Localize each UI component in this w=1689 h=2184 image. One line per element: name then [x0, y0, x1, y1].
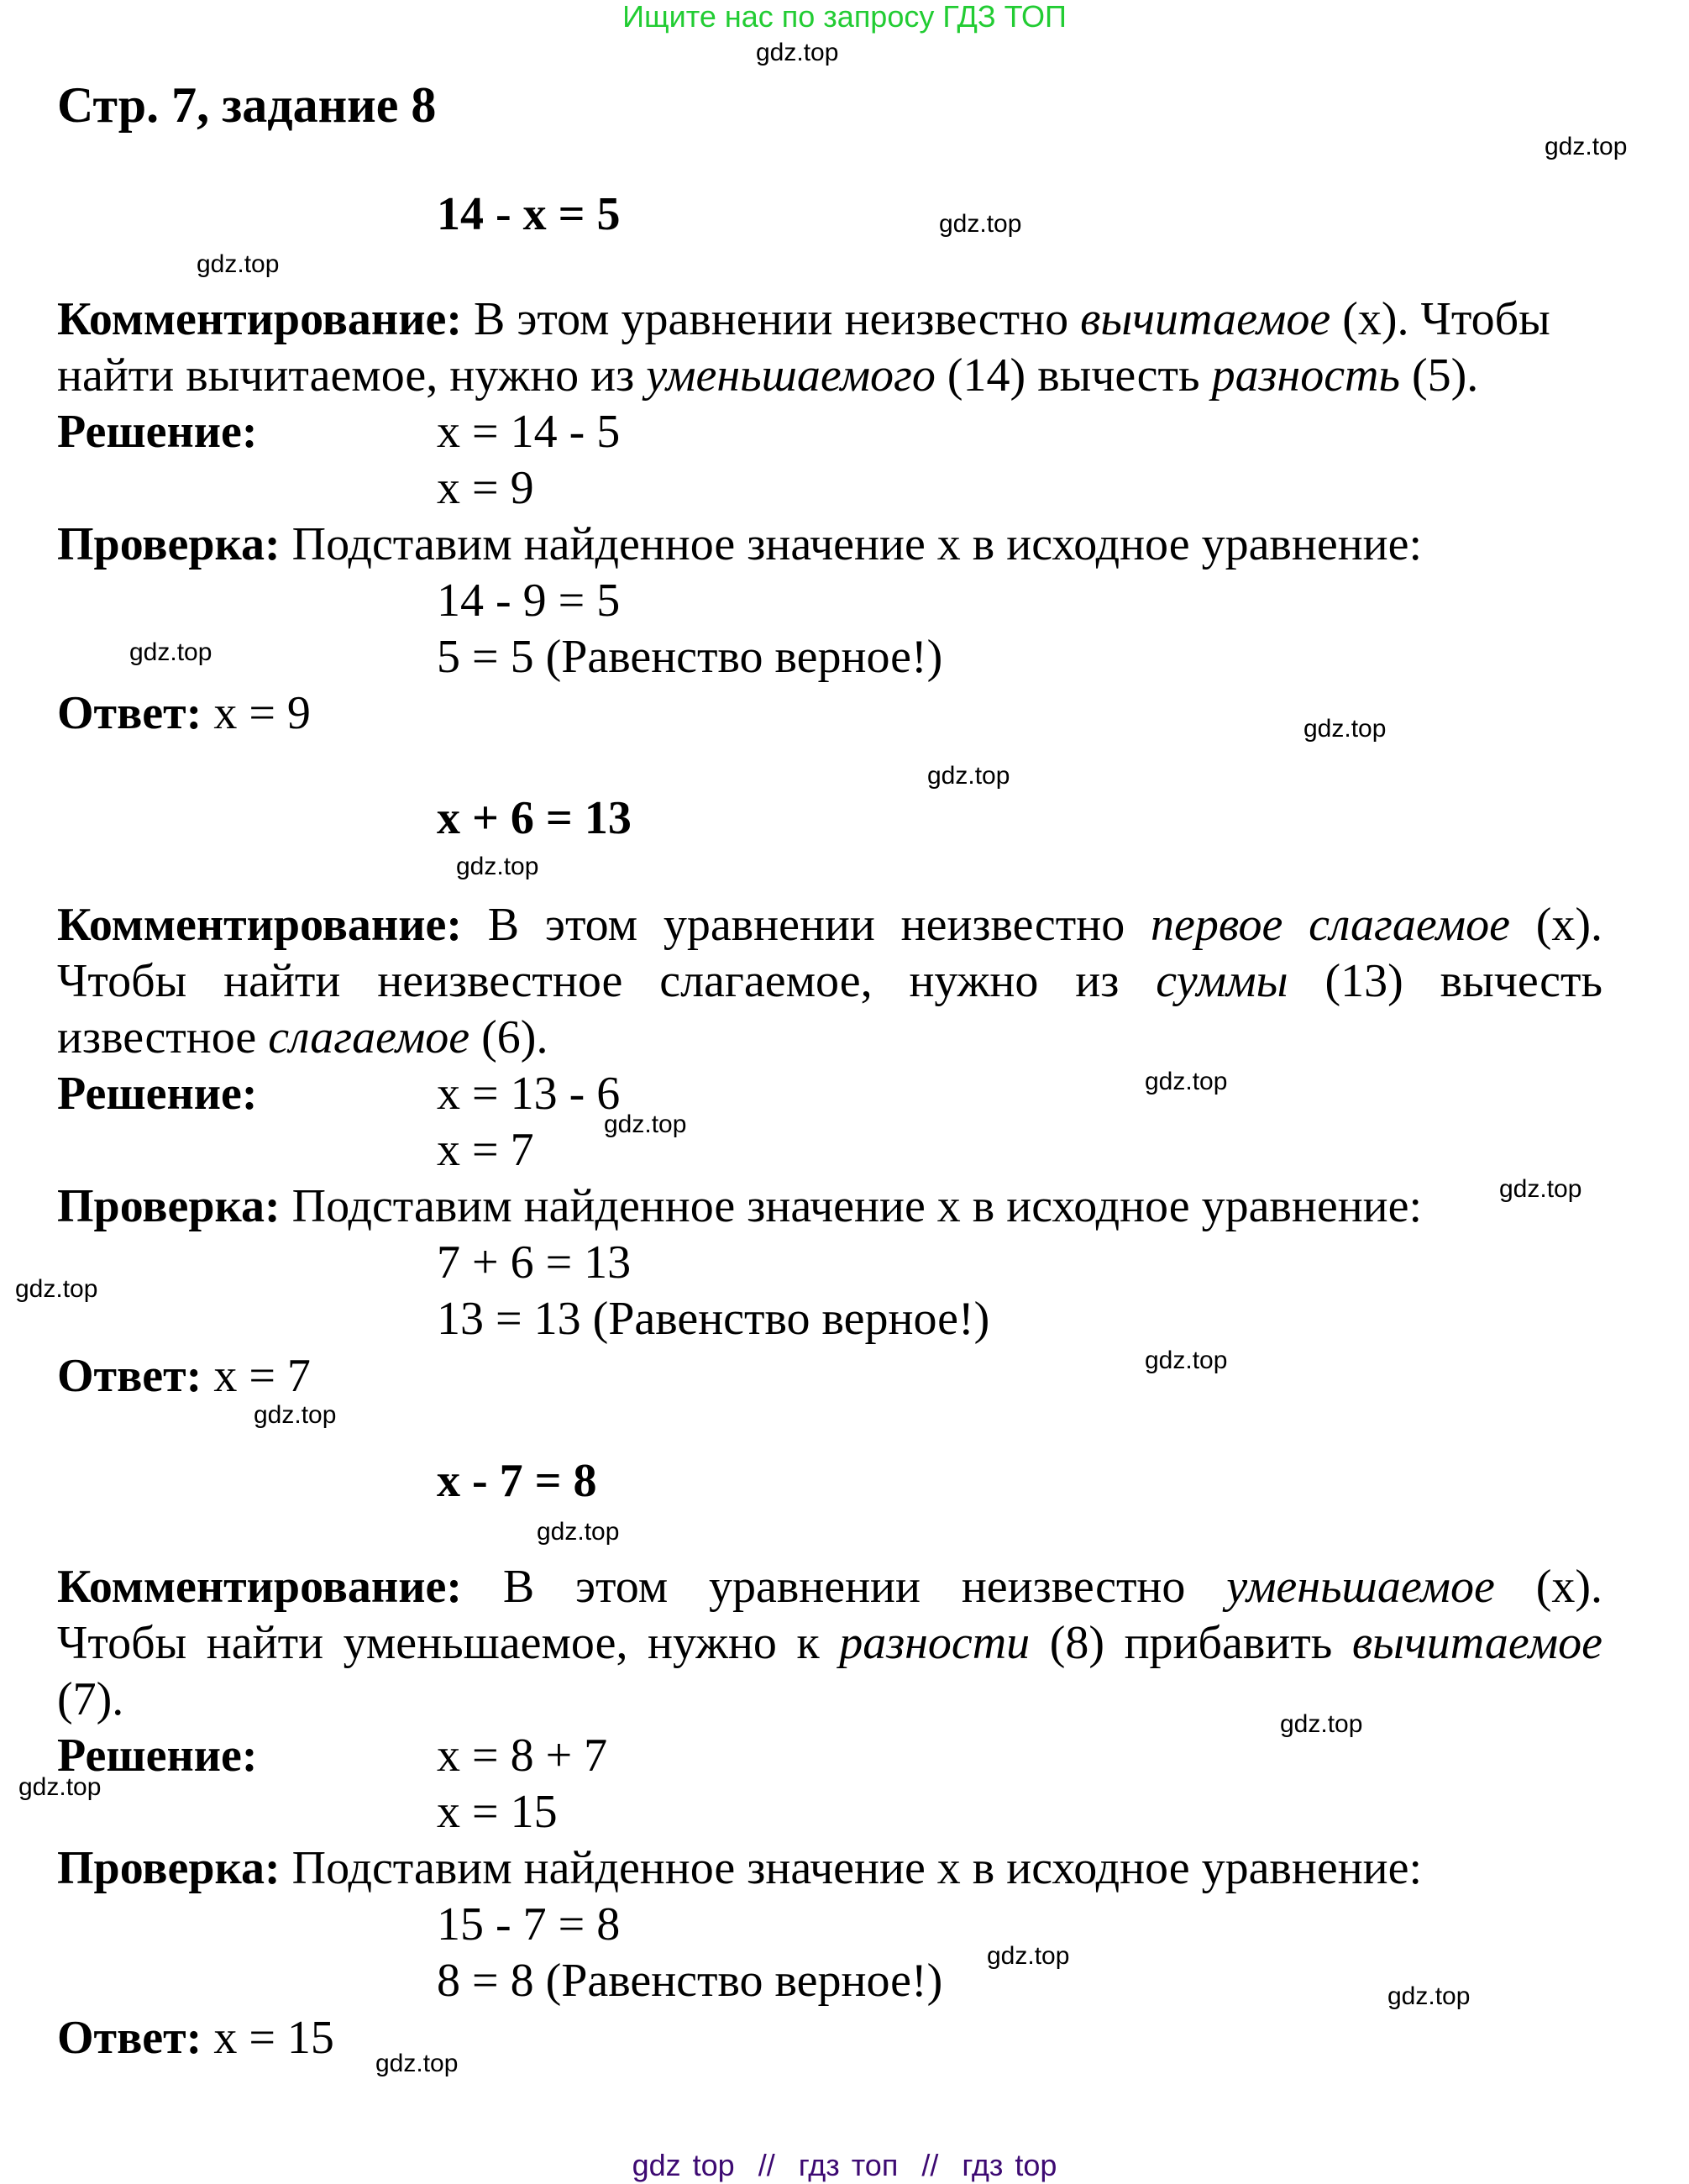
text: известное [57, 1011, 269, 1063]
text: найти вычитаемое, нужно из [57, 349, 647, 402]
solution-step: x = 7 [437, 1124, 534, 1176]
check-label: Проверка: [57, 1842, 281, 1894]
check-step: 7 + 6 = 13 [437, 1236, 632, 1289]
text: (x). Чтобы [1330, 293, 1550, 345]
watermark: gdz.top [927, 762, 1010, 790]
text: В этом уравнении неизвестно [473, 293, 1081, 345]
watermark: gdz.top [18, 1773, 102, 1801]
solution-step: x = 14 - 5 [437, 406, 621, 458]
check-step: 14 - 9 = 5 [437, 575, 621, 627]
watermark: gdz.top [1280, 1710, 1363, 1738]
text: Чтобы найти неизвестное слагаемое, нужно из [57, 955, 1157, 1007]
comment-line [57, 294, 1602, 344]
term: разность [1211, 349, 1400, 402]
term: вычитаемое [1080, 293, 1331, 345]
text: В этом уравнении неизвестно [502, 1561, 1227, 1613]
comment-line [57, 1562, 1602, 1612]
answer-label: Ответ: [57, 1350, 202, 1402]
comment-line [57, 1674, 1602, 1725]
solution-step: x = 15 [437, 1786, 558, 1838]
watermark: gdz.top [129, 638, 212, 666]
check-label: Проверка: [57, 1180, 281, 1232]
term: вычитаемое [1351, 1617, 1602, 1669]
term: суммы [1156, 955, 1288, 1007]
text: (8) прибавить [1030, 1617, 1352, 1669]
comment-line [57, 900, 1602, 950]
text: (x). [1509, 899, 1603, 951]
text: (14) вычесть [935, 349, 1212, 402]
promo-banner: Ищите нас по запросу ГДЗ ТОП [622, 0, 1067, 34]
watermark: gdz.top [1545, 133, 1628, 160]
watermark: gdz.top [987, 1942, 1070, 1970]
check-text: Подставим найденное значение x в исходное уравнение: [291, 518, 1423, 570]
text: Чтобы найти уменьшаемое, нужно к [57, 1617, 840, 1669]
comment-label: Комментирование: [57, 293, 462, 345]
answer-line [57, 1351, 311, 1401]
term: разности [839, 1617, 1031, 1669]
text: (6). [469, 1011, 548, 1063]
watermark: gdz.top [15, 1275, 98, 1303]
term: первое слагаемое [1151, 899, 1510, 951]
watermark: gdz.top [939, 210, 1022, 238]
check-line [57, 519, 1602, 570]
solution-step: x = 13 - 6 [437, 1068, 621, 1120]
answer-value: x = 9 [213, 687, 311, 739]
comment-label: Комментирование: [57, 899, 462, 951]
answer-value: x = 15 [213, 2012, 334, 2064]
term: уменьшаемого [646, 349, 936, 402]
text: (7). [57, 1673, 124, 1725]
comment-line [57, 1618, 1602, 1668]
equation-heading-3: x - 7 = 8 [437, 1455, 597, 1507]
watermark: gdz.top [1499, 1175, 1582, 1203]
watermark: gdz.top [456, 853, 539, 880]
check-step: 8 = 8 (Равенство верное!) [437, 1955, 943, 2007]
check-text: Подставим найденное значение x в исходное уравнение: [291, 1180, 1423, 1232]
equation-heading-1: 14 - x = 5 [437, 188, 621, 240]
check-text: Подставим найденное значение x в исходное уравнение: [291, 1842, 1423, 1894]
term: слагаемое [268, 1011, 470, 1063]
comment-line [57, 1012, 1602, 1063]
solution-step: x = 9 [437, 462, 534, 514]
equation-heading-2: x + 6 = 13 [437, 792, 632, 844]
watermark: gdz.top [1387, 1982, 1471, 2010]
answer-line [57, 2013, 334, 2063]
solution-label: Решение: [57, 406, 258, 458]
answer-label: Ответ: [57, 2012, 202, 2064]
check-line [57, 1181, 1602, 1231]
text: В этом уравнении неизвестно [487, 899, 1151, 951]
comment-line [57, 350, 1602, 401]
answer-value: x = 7 [213, 1350, 311, 1402]
solution-label: Решение: [57, 1730, 258, 1782]
text: (13) вычесть [1288, 955, 1602, 1007]
footer-links: gdz top // гдз топ // гдз top [632, 2148, 1057, 2182]
watermark: gdz.top [756, 39, 839, 66]
watermark: gdz.top [604, 1110, 687, 1138]
solution-label: Решение: [57, 1068, 258, 1120]
comment-line [57, 956, 1602, 1006]
watermark: gdz.top [197, 250, 280, 278]
watermark: gdz.top [1145, 1347, 1228, 1374]
watermark: gdz.top [1145, 1068, 1228, 1095]
check-step: 15 - 7 = 8 [437, 1898, 621, 1950]
text: (5). [1399, 349, 1479, 402]
solution-step: x = 8 + 7 [437, 1730, 608, 1782]
check-step: 5 = 5 (Равенство верное!) [437, 631, 943, 683]
term: уменьшаемое [1226, 1561, 1495, 1613]
comment-label: Комментирование: [57, 1561, 462, 1613]
page-title: Стр. 7, задание 8 [57, 77, 437, 133]
check-step: 13 = 13 (Равенство верное!) [437, 1293, 990, 1345]
watermark: gdz.top [254, 1401, 337, 1429]
check-label: Проверка: [57, 518, 281, 570]
watermark: gdz.top [1303, 715, 1387, 743]
answer-label: Ответ: [57, 687, 202, 739]
watermark: gdz.top [375, 2050, 459, 2077]
text: (x). [1494, 1561, 1603, 1613]
answer-line [57, 688, 311, 738]
check-line [57, 1843, 1602, 1893]
watermark: gdz.top [537, 1518, 620, 1546]
